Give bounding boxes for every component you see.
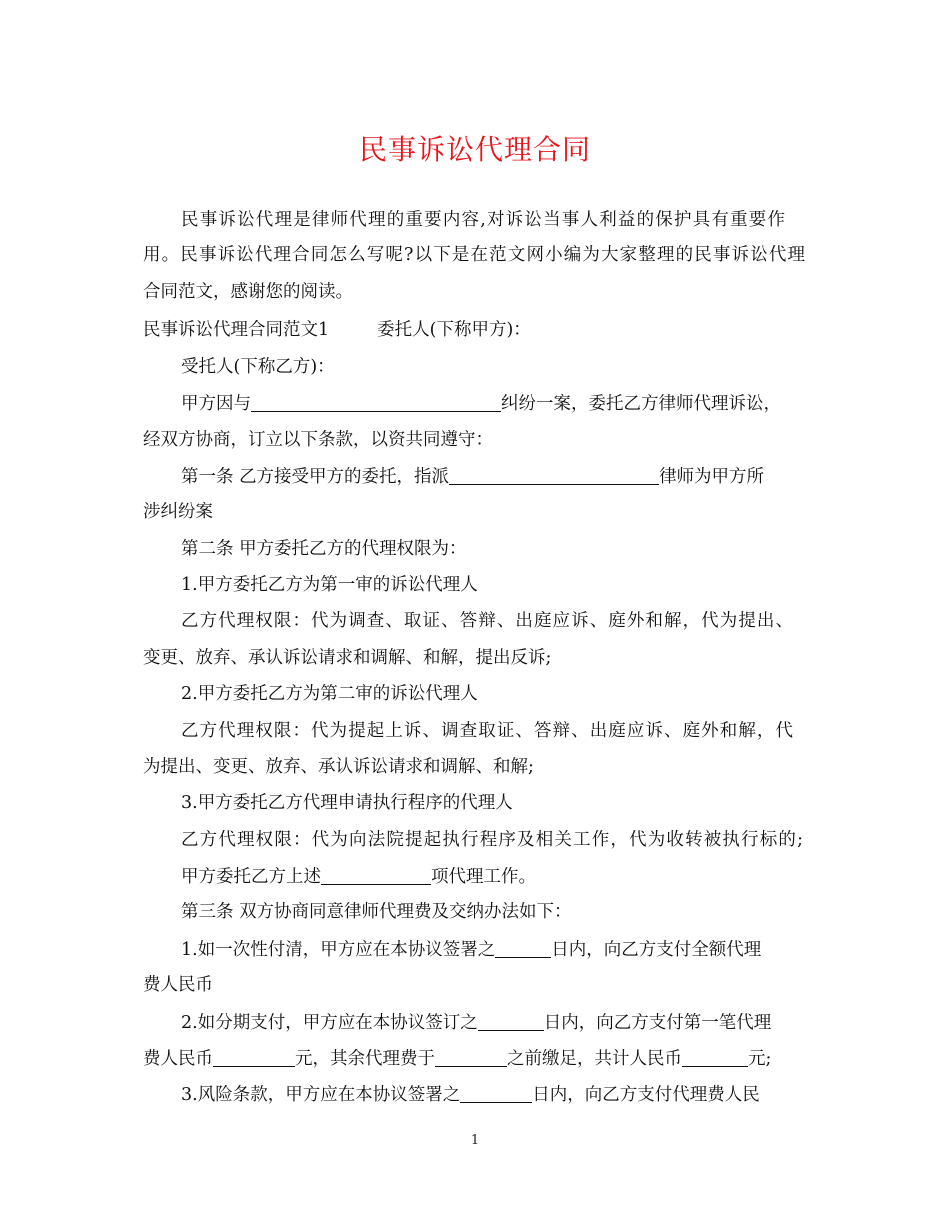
blank-field — [449, 464, 659, 485]
text-segment: 1.如一次性付清，甲方应在本协议签署之 — [181, 940, 496, 960]
text-segment: 2.如分期支付，甲方应在本协议签订之 — [181, 1013, 478, 1033]
sample-label: 民事诉讼代理合同范文1 — [143, 320, 330, 340]
blank-field — [321, 864, 431, 885]
principal-label: 委托人(下称甲方)： — [377, 320, 531, 340]
article-heading: 第二条 甲方委托乙方的代理权限为： — [181, 539, 467, 559]
paragraph-line — [181, 1082, 760, 1107]
text-segment: 日内，向乙方支付全额代理 — [551, 940, 762, 960]
blank-field — [478, 1010, 544, 1031]
paragraph-line: 乙方代理权限：代为调查、取证、答辩、出庭应诉、庭外和解，代为提出、 — [181, 611, 793, 631]
blank-field — [682, 1046, 748, 1067]
text-segment: 日内，向乙方支付第一笔代理 — [543, 1013, 772, 1033]
paragraph-line — [181, 937, 761, 962]
document-title: 民事诉讼代理合同 — [358, 133, 591, 166]
section-heading-line — [143, 318, 531, 342]
text-segment: 费人民币 — [143, 1049, 213, 1069]
blank-field — [495, 937, 551, 958]
paragraph-line — [181, 464, 764, 489]
article-heading: 第三条 双方协商同意律师代理费及交纳办法如下： — [181, 902, 572, 922]
paragraph-line: 3.甲方委托乙方代理申请执行程序的代理人 — [181, 793, 513, 813]
text-segment: 日内，向乙方支付代理费人民 — [532, 1085, 760, 1105]
paragraph-line: 为提出、变更、放弃、承认诉讼请求和调解、和解; — [143, 757, 534, 777]
paragraph-line: 涉纠纷案 — [143, 502, 213, 522]
paragraph-line — [181, 864, 536, 889]
text-segment: 甲方委托乙方上述 — [181, 867, 321, 887]
text-segment: 甲方因与 — [181, 394, 251, 414]
paragraph-line: 经双方协商，订立以下条款，以资共同遵守： — [143, 430, 493, 450]
text-segment: 元; — [748, 1049, 772, 1069]
paragraph-line: 受托人(下称乙方)： — [181, 357, 335, 377]
blank-field — [251, 391, 501, 412]
text-segment: 律师为甲方所 — [659, 467, 765, 487]
paragraph-line: 民事诉讼代理是律师代理的重要内容,对诉讼当事人利益的保护具有重要作 — [181, 210, 785, 230]
page-number: 1 — [470, 1133, 480, 1148]
paragraph-line: 变更、放弃、承认诉讼请求和调解、和解，提出反诉; — [143, 648, 552, 668]
text-segment: 之前缴足，共计人民币 — [507, 1049, 682, 1069]
paragraph-line — [181, 391, 781, 416]
paragraph-line: 乙方代理权限：代为向法院提起执行程序及相关工作，代为收转被执行标的; — [181, 830, 803, 850]
paragraph-line — [143, 1046, 771, 1071]
blank-field — [213, 1046, 295, 1067]
paragraph-line: 乙方代理权限：代为提起上诉、调查取证、答辩、出庭应诉、庭外和解，代 — [181, 721, 793, 741]
paragraph-line: 合同范文，感谢您的阅读。 — [143, 282, 353, 302]
text-segment: 3.风险条款，甲方应在本协议签署之 — [181, 1085, 461, 1105]
blank-field — [460, 1082, 532, 1103]
paragraph-line: 2.甲方委托乙方为第二审的诉讼代理人 — [181, 684, 478, 704]
paragraph-line: 1.甲方委托乙方为第一审的诉讼代理人 — [181, 575, 478, 595]
blank-field — [435, 1046, 507, 1067]
text-segment: 第一条 乙方接受甲方的委托，指派 — [181, 467, 450, 487]
paragraph-line: 用。民事诉讼代理合同怎么写呢?以下是在范文网小编为大家整理的民事诉讼代理 — [143, 245, 805, 265]
paragraph-line — [181, 1010, 771, 1035]
text-segment: 项代理工作。 — [431, 867, 536, 887]
text-segment: 元，其余代理费于 — [295, 1049, 435, 1069]
paragraph-line: 费人民币 — [143, 975, 213, 995]
text-segment: 纠纷一案，委托乙方律师代理诉讼， — [501, 394, 781, 414]
